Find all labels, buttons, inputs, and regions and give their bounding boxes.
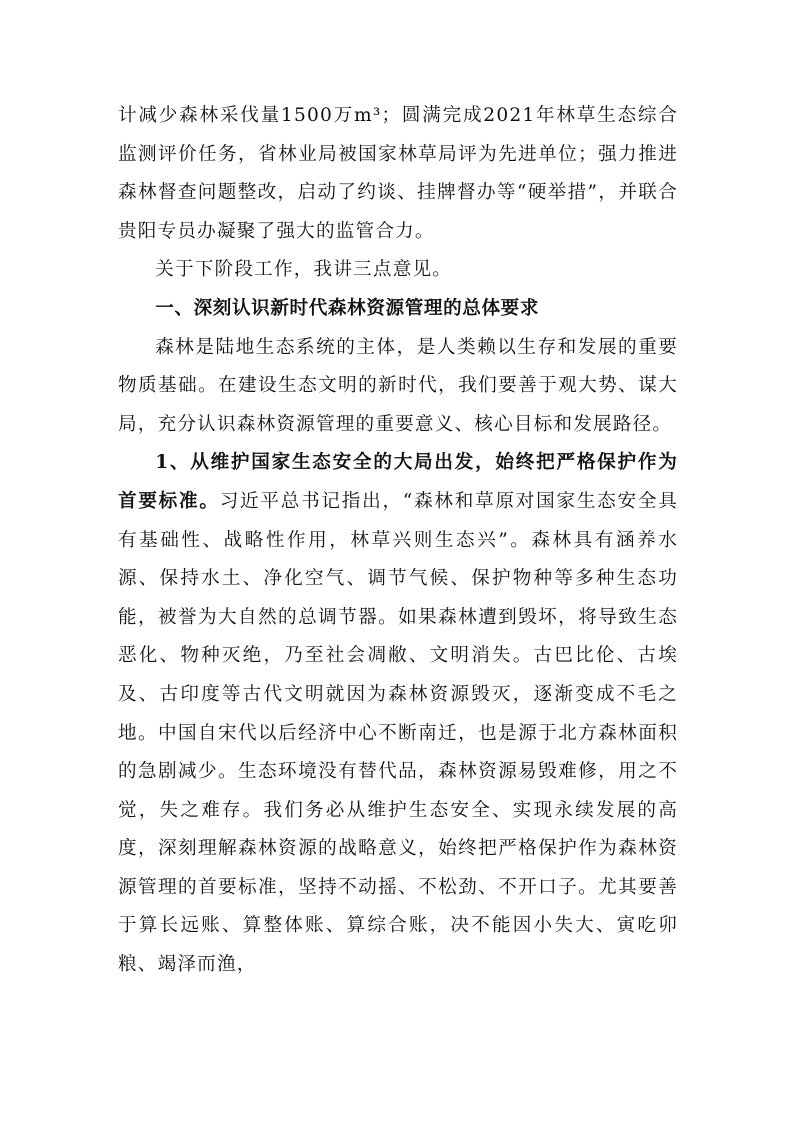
paragraph-intro: 关于下阶段工作，我讲三点意见。: [155, 259, 453, 281]
paragraph-continued: 计减少森林采伐量1500万m³；圆满完成2021年林草生态综合监测评价任务，省林业局被国家林草局评为先进单位；强力推进森林督查问题整改，启动了约谈、挂牌督办等“硬举措”，并联合贵阳专员办凝聚了强大的监管合力。: [118, 105, 678, 242]
document-page: [118, 97, 678, 985]
point-1-body: 习近平总书记指出，“森林和草原对国家生态安全具有基础性、战略性作用，林草兴则生态兴”。森林具有涵养水源、保持水土、净化空气、调节气候、保护物种等多种生态功能，被誉为大自然的总调节器。如果森林遭到毁坏，将导致生态恶化、物种灭绝，乃至社会凋敝、文明消失。古巴比伦、古埃及、古印度等古代文明就因为森林资源毁灭，逐渐变成不毛之地。中国自宋代以后经济中心不断南迁，也是源于北方森林面积的急剧减少。生态环境没有替代品，森林资源易毁难修，用之不觉，失之难存。我们务必从维护生态安全、实现永续发展的高度，深刻理解森林资源的战略意义，始终把严格保护作为森林资源管理的首要标准，坚持不动摇、不松劲、不开口子。尤其要善于算长远账、算整体账、算综合账，决不能因小失大、寅吃卯粮、竭泽而渔，: [118, 490, 678, 976]
point-1-lead: 1、从维护国家生态安全的大局出发，始终把严格保护作为首要标准。: [118, 452, 678, 512]
section-heading: 一、深刻认识新时代森林资源管理的总体要求: [155, 297, 540, 319]
paragraph-section-intro: 森林是陆地生态系统的主体，是人类赖以生存和发展的重要物质基础。在建设生态文明的新时代，我们要善于观大势、谋大局，充分认识森林资源管理的重要意义、核心目标和发展路径。: [118, 336, 678, 435]
paragraph-point-1: [118, 444, 678, 984]
